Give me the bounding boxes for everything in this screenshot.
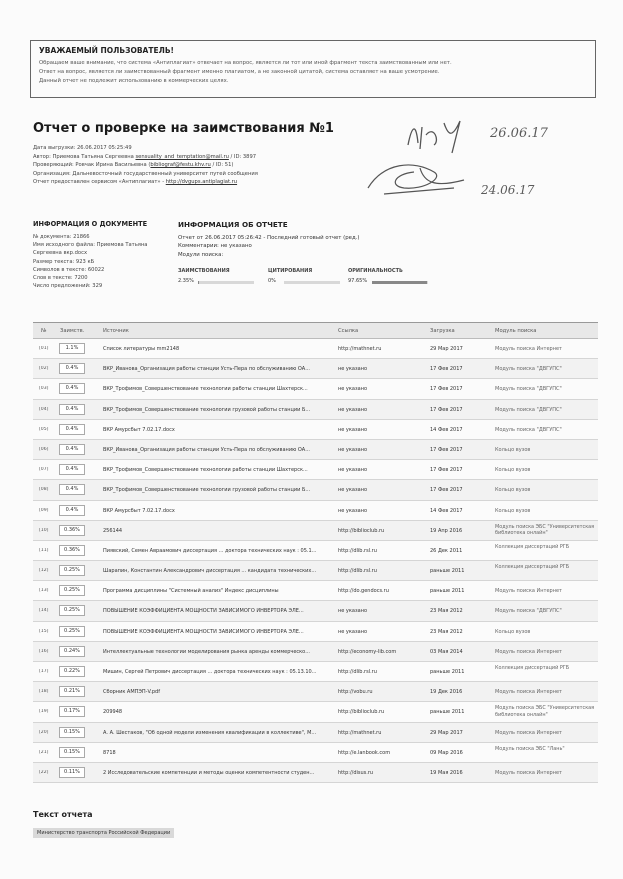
table-row[interactable] bbox=[33, 561, 598, 581]
row-source[interactable]: ВКР_Трофимов_Совершенствование технологии грузовой работы станции Б... bbox=[103, 406, 311, 413]
report-info-line: Отчет от 26.06.2017 05:26:42 - Последний готовый отчет (ред.) bbox=[178, 235, 360, 241]
notice-box bbox=[30, 40, 596, 98]
service-link[interactable]: http://dvgups.antiplagiat.ru bbox=[165, 179, 238, 186]
row-date: 19 Апр 2016 bbox=[430, 527, 463, 534]
header-link: Ссылка bbox=[338, 328, 359, 334]
document-info bbox=[33, 220, 173, 290]
row-source[interactable]: ПОВЫШЕНИЕ КОЭФФИЦИЕНТА МОЩНОСТИ ЗАВИСИМОГО ИНВЕРТОРА ЭЛЕ... bbox=[103, 628, 304, 635]
row-module: Модуль поиска "ДВГУПС" bbox=[495, 426, 562, 433]
checker-email-link[interactable]: bibliograf@festu.khv.ru bbox=[150, 162, 211, 169]
row-link[interactable]: http://vobu.ru bbox=[338, 689, 373, 696]
row-link[interactable]: не указано bbox=[338, 467, 368, 474]
row-source[interactable]: Шарапин, Константин Александрович диссертация ... кандидата технических... bbox=[103, 568, 317, 575]
row-module: Модуль поиска ЭБС "Лань" bbox=[495, 745, 565, 752]
row-number: [17] bbox=[39, 669, 49, 674]
row-percent: 0.4% bbox=[59, 383, 85, 394]
checker-line bbox=[33, 161, 393, 170]
doc-info-line: Слов в тексте: 7200 bbox=[33, 275, 88, 282]
stat-label: ЗАИМСТВОВАНИЯ bbox=[178, 268, 230, 274]
row-number: [09] bbox=[39, 507, 49, 513]
row-link[interactable]: не указано bbox=[338, 608, 368, 615]
row-date: 14 Фев 2017 bbox=[430, 426, 463, 433]
row-number: [04] bbox=[39, 406, 49, 412]
row-link[interactable]: http://economy-lib.com bbox=[338, 648, 397, 655]
row-source[interactable]: 256144 bbox=[103, 527, 123, 534]
table-row[interactable] bbox=[33, 521, 598, 541]
table-row[interactable] bbox=[33, 339, 598, 359]
report-text-heading: Текст отчета bbox=[33, 810, 93, 819]
stat-label: ЦИТИРОВАНИЯ bbox=[268, 268, 313, 274]
row-date: 17 Фев 2017 bbox=[430, 446, 463, 453]
row-module: Модуль поиска "ДВГУПС" bbox=[495, 386, 562, 393]
stat-bar bbox=[198, 281, 254, 284]
table-row[interactable] bbox=[33, 480, 598, 500]
row-number: [13] bbox=[39, 588, 49, 594]
row-source[interactable]: ВКР_Трофимов_Совершенствование технологии грузовой работы станции Б... bbox=[103, 487, 311, 494]
table-row[interactable] bbox=[33, 622, 598, 642]
row-module: Коллекция диссертаций РГБ bbox=[495, 665, 570, 671]
organization-line: Организация: Дальневосточный государственный университет путей сообщения bbox=[33, 170, 258, 177]
row-number: [15] bbox=[39, 628, 49, 634]
row-date: 17 Фев 2017 bbox=[430, 487, 463, 494]
row-module: Модуль поиска Интернет bbox=[495, 648, 562, 655]
row-link[interactable]: не указано bbox=[338, 426, 368, 433]
signature-date-1: 26.06.17 bbox=[490, 126, 548, 141]
row-date: раньше 2011 bbox=[430, 669, 465, 675]
table-row[interactable] bbox=[33, 400, 598, 420]
report-info bbox=[178, 220, 478, 259]
row-date: 17 Фев 2017 bbox=[430, 386, 463, 393]
doc-info-line: № документа: 21866 bbox=[33, 234, 90, 240]
row-date: 29 Мар 2017 bbox=[430, 346, 463, 352]
stat-fill bbox=[372, 281, 427, 284]
notice-line: Данный отчет не подлежит использованию в коммерческих целях. bbox=[39, 78, 229, 84]
table-body bbox=[33, 339, 598, 783]
row-source[interactable]: Интеллектуальные технологии моделирования рынка аренды коммерческо... bbox=[103, 648, 311, 655]
table-row[interactable] bbox=[33, 743, 598, 763]
row-link[interactable]: http://e.lanbook.com bbox=[338, 749, 391, 756]
row-date: раньше 2011 bbox=[430, 588, 465, 595]
checker-label: Проверяющий: Ровчак Ирина Васильевна ( bbox=[33, 162, 151, 169]
row-number: [08] bbox=[39, 487, 49, 493]
table-row[interactable] bbox=[33, 420, 598, 440]
row-link[interactable]: http://do.gendocs.ru bbox=[338, 588, 389, 595]
table-row[interactable] bbox=[33, 763, 598, 783]
row-module: Коллекция диссертаций РГБ bbox=[495, 543, 570, 550]
row-link[interactable]: http://dlib.rsl.ru bbox=[338, 669, 377, 675]
row-module: Модуль поиска Интернет bbox=[495, 346, 562, 352]
row-module: Модуль поиска Интернет bbox=[495, 729, 562, 736]
report-meta bbox=[33, 144, 393, 187]
notice-line: Ответ на вопрос, является ли заимствованный фрагмент именно плагиатом, а не законной цитатой, система оставляет на ваше усмотрение. bbox=[39, 69, 440, 75]
row-link[interactable]: http://disus.ru bbox=[338, 769, 374, 776]
row-module: Модуль поиска "ДВГУПС" bbox=[495, 406, 562, 413]
row-number: [11] bbox=[39, 547, 49, 553]
row-module: Кольцо вузов bbox=[495, 467, 531, 474]
row-percent: 0.4% bbox=[59, 444, 85, 455]
row-number: [01] bbox=[39, 346, 49, 351]
row-link[interactable]: http://biblioclub.ru bbox=[338, 709, 385, 716]
table-row[interactable] bbox=[33, 501, 598, 521]
table-row[interactable] bbox=[33, 723, 598, 743]
row-module: Модуль поиска "ДВГУПС" bbox=[495, 608, 562, 615]
row-source[interactable]: А. А. Шестаков, "Об одной модели изменения квалификации в коллективе", М... bbox=[103, 729, 317, 736]
row-percent: 0.17% bbox=[59, 706, 85, 717]
row-number: [10] bbox=[39, 527, 49, 533]
stat-citations bbox=[268, 268, 358, 284]
notice-line: Обращаем ваше внимание, что система «Антиплагиат» отвечает на вопрос, является ли тот или иной фрагмент текста заимствованным или нет. bbox=[39, 60, 452, 66]
author-label: Автор: Приемова Татьяна Сергеевна bbox=[33, 153, 136, 160]
doc-info-line: Символов в тексте: 60022 bbox=[33, 266, 105, 273]
row-module: Модуль поиска Интернет bbox=[495, 689, 562, 696]
row-source[interactable]: Пиявский, Семен Авраамович диссертация ... доктора технических наук : 05.1... bbox=[103, 547, 317, 554]
row-number: [21] bbox=[39, 749, 49, 755]
table-row[interactable] bbox=[33, 541, 598, 561]
row-percent: 0.4% bbox=[59, 505, 85, 516]
row-source[interactable]: Сборник АМПЭП-V.pdf bbox=[103, 689, 160, 696]
signature-stroke-2 bbox=[364, 158, 474, 198]
row-link[interactable]: не указано bbox=[338, 628, 368, 635]
stat-bar bbox=[372, 281, 428, 284]
row-link[interactable]: не указано bbox=[338, 366, 368, 373]
row-date: 17 Фев 2017 bbox=[430, 406, 463, 413]
row-percent: 0.15% bbox=[59, 727, 85, 738]
row-source[interactable]: 209948 bbox=[103, 709, 123, 716]
row-link[interactable]: http://mathnet.ru bbox=[338, 346, 382, 352]
row-percent: 0.4% bbox=[59, 484, 85, 495]
row-source[interactable]: ВКР Амурсбыт 7.02.17.docx bbox=[103, 426, 175, 433]
signature-stroke-1 bbox=[404, 115, 484, 155]
row-percent: 0.25% bbox=[59, 605, 85, 616]
row-date: 17 Фев 2017 bbox=[430, 366, 463, 373]
row-date: 09 Мар 2016 bbox=[430, 749, 463, 756]
row-percent: 0.4% bbox=[59, 464, 85, 475]
row-percent: 0.22% bbox=[59, 666, 85, 677]
row-percent: 0.25% bbox=[59, 565, 85, 576]
row-number: [02] bbox=[39, 366, 49, 372]
row-link[interactable]: http://mathnet.ru bbox=[338, 729, 382, 736]
row-source[interactable]: ПОВЫШЕНИЕ КОЭФФИЦИЕНТА МОЩНОСТИ ЗАВИСИМОГО ИНВЕРТОРА ЭЛЕ... bbox=[103, 608, 304, 615]
row-number: [07] bbox=[39, 467, 49, 473]
report-info-line: Модули поиска: bbox=[178, 251, 224, 258]
row-percent: 0.24% bbox=[59, 646, 85, 657]
notice-title: УВАЖАЕМЫЙ ПОЛЬЗОВАТЕЛЬ! bbox=[39, 46, 174, 55]
signature-date-2: 24.06.17 bbox=[481, 183, 535, 197]
row-module: Кольцо вузов bbox=[495, 628, 531, 635]
row-source[interactable]: 2 Исследовательские компетенции и методы оценки компетентности студен... bbox=[103, 769, 315, 776]
row-source[interactable]: 8718 bbox=[103, 749, 116, 756]
row-source[interactable]: ВКР_Трофимов_Совершенствование технологии работы станции Шахтерск... bbox=[103, 467, 308, 474]
header-num: № bbox=[41, 328, 47, 334]
row-date: 26 Дек 2011 bbox=[430, 547, 463, 554]
row-source[interactable]: ВКР_Трофимов_Совершенствование технологии работы станции Шахтерск... bbox=[103, 386, 308, 393]
row-module: Коллекция диссертаций РГБ bbox=[495, 564, 570, 571]
row-source[interactable]: ВКР_Иванова_Организация работы станции Усть-Пера по обслуживанию ОА... bbox=[103, 366, 310, 373]
report-info-line: Комментарии: не указано bbox=[178, 243, 252, 250]
row-date: раньше 2011 bbox=[430, 709, 465, 716]
doc-info-line: Имя исходного файла: Приемова Татьяна bbox=[33, 242, 148, 249]
author-line bbox=[33, 153, 393, 162]
row-source[interactable]: Мишин, Сергей Петрович диссертация ... доктора технических наук : 05.13.10... bbox=[103, 669, 317, 675]
row-percent: 0.25% bbox=[59, 626, 85, 637]
row-date: 19 Мая 2016 bbox=[430, 769, 463, 776]
stat-value: 97.65% bbox=[348, 278, 368, 284]
row-number: [06] bbox=[39, 446, 49, 452]
row-percent: 0.15% bbox=[59, 747, 85, 758]
stat-bar bbox=[284, 281, 340, 284]
row-number: [20] bbox=[39, 729, 49, 735]
row-module: Модуль поиска "ДВГУПС" bbox=[495, 366, 562, 373]
row-date: 29 Мар 2017 bbox=[430, 729, 463, 736]
service-label: Отчет предоставлен сервисом «Антиплагиат» - bbox=[33, 179, 166, 186]
row-number: [19] bbox=[39, 709, 49, 715]
header-date: Загрузка bbox=[430, 328, 455, 334]
row-date: 23 Мая 2012 bbox=[430, 608, 463, 615]
row-link[interactable]: не указано bbox=[338, 406, 368, 413]
row-percent: 0.21% bbox=[59, 686, 85, 697]
row-source[interactable]: ВКР Амурсбыт 7.02.17.docx bbox=[103, 507, 175, 514]
row-number: [03] bbox=[39, 386, 49, 392]
row-module: Модуль поиска ЭБС "Университетская библиотека онлайн" bbox=[495, 705, 595, 718]
doc-info-line: Размер текста: 923 кБ bbox=[33, 258, 95, 265]
row-number: [14] bbox=[39, 608, 49, 614]
stat-originality bbox=[348, 268, 438, 284]
header-pct: Заимств. bbox=[60, 328, 85, 334]
row-module: Кольцо вузов bbox=[495, 487, 531, 494]
header-source: Источник bbox=[103, 328, 129, 334]
table-row[interactable] bbox=[33, 642, 598, 662]
report-text-first-line: Министерство транспорта Российской Федерации bbox=[33, 828, 174, 838]
document-info-heading: ИНФОРМАЦИЯ О ДОКУМЕНТЕ bbox=[33, 220, 148, 228]
row-date: 03 Мая 2014 bbox=[430, 648, 463, 655]
header-module: Модуль поиска bbox=[495, 328, 537, 334]
table-row[interactable] bbox=[33, 440, 598, 460]
table-row[interactable] bbox=[33, 359, 598, 379]
table-row[interactable] bbox=[33, 702, 598, 722]
row-link[interactable]: http://dlib.rsl.ru bbox=[338, 568, 377, 575]
row-module: Модуль поиска ЭБС "Университетская библиотека онлайн" bbox=[495, 523, 595, 537]
row-date: 19 Дек 2016 bbox=[430, 689, 463, 696]
table-row[interactable] bbox=[33, 662, 598, 682]
row-link[interactable]: http://biblioclub.ru bbox=[338, 527, 385, 534]
row-link[interactable]: не указано bbox=[338, 386, 368, 393]
table-row[interactable] bbox=[33, 581, 598, 601]
row-link[interactable]: не указано bbox=[338, 446, 368, 453]
row-module: Модуль поиска Интернет bbox=[495, 588, 562, 595]
author-email-link[interactable]: sensuality_and_temptation@mail.ru bbox=[135, 153, 229, 160]
service-line bbox=[33, 178, 393, 187]
row-number: [22] bbox=[39, 769, 49, 775]
row-number: [16] bbox=[39, 648, 49, 654]
table-row[interactable] bbox=[33, 379, 598, 399]
stat-label: ОРИГИНАЛЬНОСТЬ bbox=[348, 268, 403, 274]
row-source[interactable]: ВКР_Иванова_Организация работы станции Усть-Пера по обслуживанию ОА... bbox=[103, 446, 310, 453]
row-link[interactable]: http://dlib.rsl.ru bbox=[338, 547, 377, 554]
row-percent: 0.4% bbox=[59, 404, 85, 415]
stat-value: 2.35% bbox=[178, 278, 194, 284]
row-number: [05] bbox=[39, 426, 49, 432]
sources-table bbox=[33, 322, 598, 783]
row-module: Модуль поиска Интернет bbox=[495, 769, 562, 776]
row-module: Кольцо вузов bbox=[495, 507, 531, 514]
row-percent: 0.25% bbox=[59, 585, 85, 596]
doc-info-line: Сергеевна вкр.docx bbox=[33, 250, 88, 257]
stat-borrowings bbox=[178, 268, 268, 284]
row-link[interactable]: не указано bbox=[338, 507, 368, 514]
row-percent: 0.36% bbox=[59, 545, 85, 556]
row-percent: 1.1% bbox=[59, 343, 85, 354]
row-source[interactable]: Список литературы mm2148 bbox=[103, 346, 180, 352]
row-link[interactable]: не указано bbox=[338, 487, 368, 494]
author-id: / ID: 3897 bbox=[228, 153, 257, 160]
table-row[interactable] bbox=[33, 601, 598, 621]
row-percent: 0.4% bbox=[59, 424, 85, 435]
row-number: [12] bbox=[39, 568, 49, 574]
table-row[interactable] bbox=[33, 682, 598, 702]
row-date: 23 Мая 2012 bbox=[430, 628, 463, 635]
row-percent: 0.11% bbox=[59, 767, 85, 778]
upload-date: Дата выгрузки: 26.06.2017 05:25:49 bbox=[33, 145, 132, 151]
row-date: раньше 2011 bbox=[430, 568, 465, 575]
stat-fill bbox=[198, 281, 199, 284]
row-number: [18] bbox=[39, 689, 49, 695]
row-percent: 0.36% bbox=[59, 525, 85, 536]
row-source[interactable]: Программа дисциплины "Системный анализ" Индекс дисциплины bbox=[103, 588, 279, 595]
table-row[interactable] bbox=[33, 460, 598, 480]
doc-info-line: Число предложений: 329 bbox=[33, 283, 103, 290]
table-header bbox=[33, 322, 598, 339]
report-info-heading: ИНФОРМАЦИЯ ОБ ОТЧЕТЕ bbox=[178, 220, 288, 229]
row-date: 17 Фев 2017 bbox=[430, 467, 463, 474]
row-percent: 0.4% bbox=[59, 363, 85, 374]
report-title: Отчет о проверке на заимствования №1 bbox=[33, 121, 334, 136]
row-date: 14 Фев 2017 bbox=[430, 507, 463, 514]
row-module: Кольцо вузов bbox=[495, 446, 531, 453]
checker-id: / ID: 51) bbox=[210, 162, 234, 169]
stat-value: 0% bbox=[268, 278, 276, 284]
